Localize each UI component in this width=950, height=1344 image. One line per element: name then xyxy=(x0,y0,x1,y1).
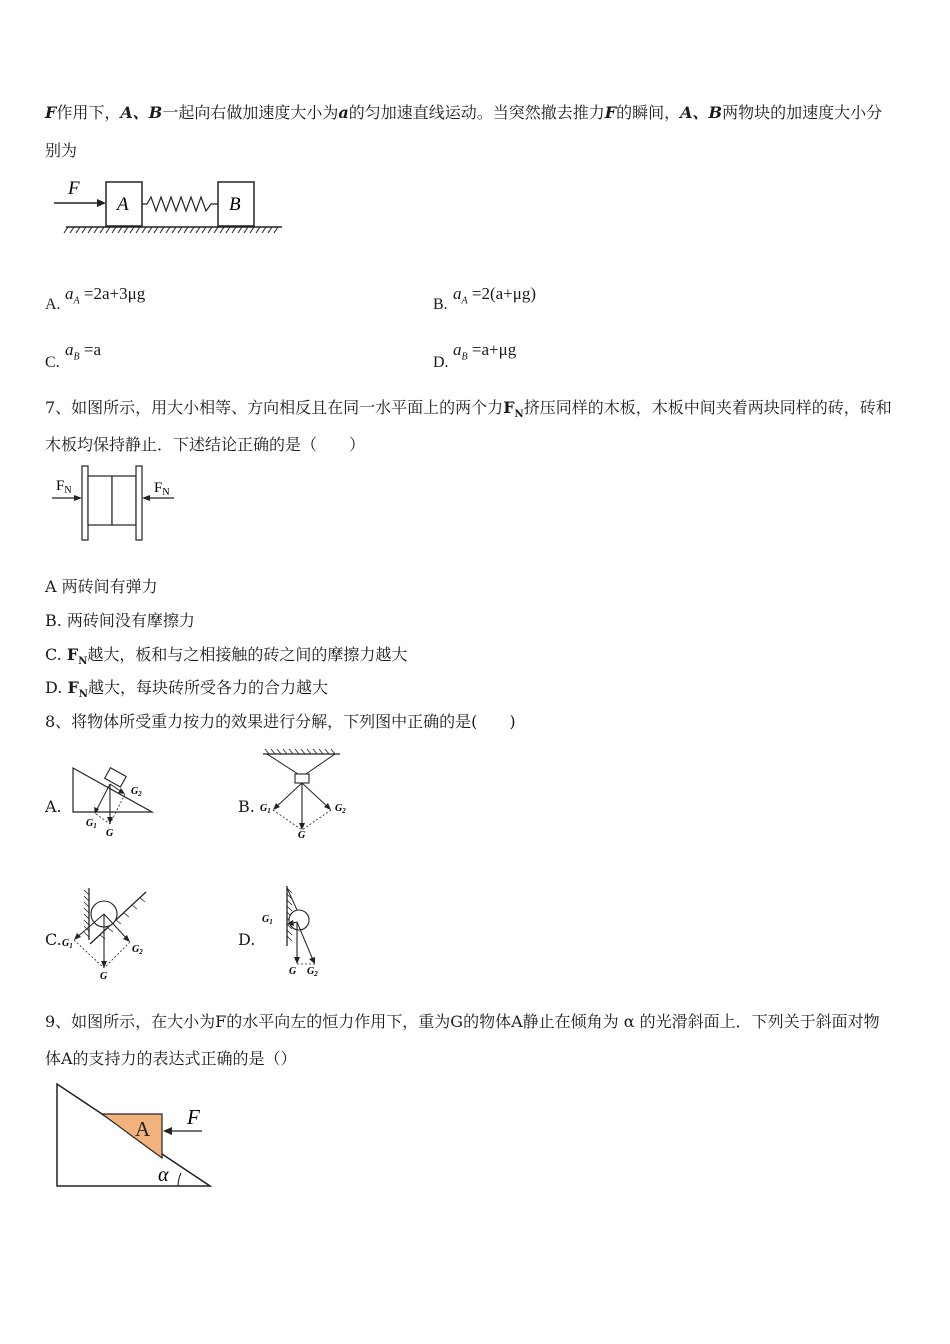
q7-option-b[interactable]: B. 两砖间没有摩擦力 xyxy=(45,611,195,630)
q8b-block xyxy=(295,774,309,783)
left-board xyxy=(82,466,88,540)
q8d-g: G xyxy=(289,966,297,977)
q8-option-c-letter[interactable]: C. xyxy=(45,930,62,949)
q9-stem-line1: 9、如图所示，在大小为F的水平向左的恒力作用下，重为G的物体A静止在倾角为 α 的光滑斜面上．下列关于斜面对物 xyxy=(45,1012,880,1031)
q9-figure-incline xyxy=(50,1078,220,1194)
q8a-g: G xyxy=(106,828,114,839)
q7-option-c[interactable]: C. $F_N$越大，板和与之相接触的砖之间的摩擦力越大 xyxy=(45,645,408,668)
q8a-g2: $G_2$ xyxy=(131,786,142,798)
block-a-label: A xyxy=(117,194,129,215)
q6-force-symbol: F xyxy=(45,103,57,122)
q9-stem-line2: 体A的支持力的表达式正确的是（） xyxy=(45,1049,297,1068)
q8-option-d-letter[interactable]: D. xyxy=(238,930,256,949)
spring xyxy=(142,197,218,211)
q8c-g: G xyxy=(100,971,108,982)
brick-left xyxy=(88,476,112,525)
q8-option-a-figure[interactable] xyxy=(70,762,160,842)
q9-block-label: A xyxy=(135,1117,151,1141)
q6-stem-line2: 别为 xyxy=(45,141,78,160)
q8-option-c-figure[interactable] xyxy=(60,884,160,982)
q7-stem-line1: 7、如图所示，用大小相等、方向相反且在同一水平面上的两个力$F_N$挤压同样的木板，木板中间夹着两块同样的砖，砖和 xyxy=(45,398,892,421)
q8c-g1: $G_1$ xyxy=(62,938,73,950)
block-b-label: B xyxy=(229,194,241,215)
q6-option-a-formula: $a_A =2a+3\mu g$ xyxy=(65,284,146,307)
q9-angle-label: α xyxy=(158,1164,169,1186)
q8b-g2: $G_2$ xyxy=(335,803,346,815)
q6-option-d-formula: $a_B =a+\mu g$ xyxy=(453,340,517,363)
q7-figure-boards-bricks xyxy=(50,462,190,544)
q8d-g1: $G_1$ xyxy=(262,914,273,926)
right-board xyxy=(136,466,142,540)
q8-stem: 8、将物体所受重力按力的效果进行分解，下列图中正确的是( ) xyxy=(45,712,516,731)
q7-stem-line2: 木板均保持静止．下述结论正确的是（ ） xyxy=(45,435,366,454)
q8a-g1: $G_1$ xyxy=(86,818,97,830)
q8d-g2: $G_2$ xyxy=(307,966,318,978)
q7-right-force-label: $F_N$ xyxy=(154,480,170,498)
q8a-block xyxy=(105,768,127,787)
q8b-g: G xyxy=(298,830,306,840)
q6-option-b-formula: $a_A =2(a+\mu g)$ xyxy=(453,284,537,307)
q6-option-c-formula: $a_B =a$ xyxy=(65,340,101,363)
q6-force-label: F xyxy=(68,178,80,199)
q8b-g1: $G_1$ xyxy=(260,803,271,815)
q6-figure-blocks-spring xyxy=(50,172,290,242)
q8-option-b-letter[interactable]: B. xyxy=(238,797,255,816)
q9-force-label: F xyxy=(187,1105,200,1129)
q8-option-b-figure[interactable] xyxy=(255,748,350,840)
brick-right xyxy=(112,476,136,525)
q7-option-a[interactable]: A 两砖间有弹力 xyxy=(45,577,158,596)
q7-left-force-label: $F_N$ xyxy=(56,478,72,496)
q8c-g2: $G_2$ xyxy=(132,944,143,956)
q6-stem-line1: F作用下，A、B一起向右做加速度大小为a的匀加速直线运动。当突然撤去推力F的瞬间，A、B两物块的加速度大小分 xyxy=(45,103,883,122)
q8-option-a-letter[interactable]: A. xyxy=(45,797,62,816)
q8-option-d-figure[interactable] xyxy=(255,882,350,982)
q7-option-d[interactable]: D. $F_N$越大，每块砖所受各力的合力越大 xyxy=(45,678,328,701)
